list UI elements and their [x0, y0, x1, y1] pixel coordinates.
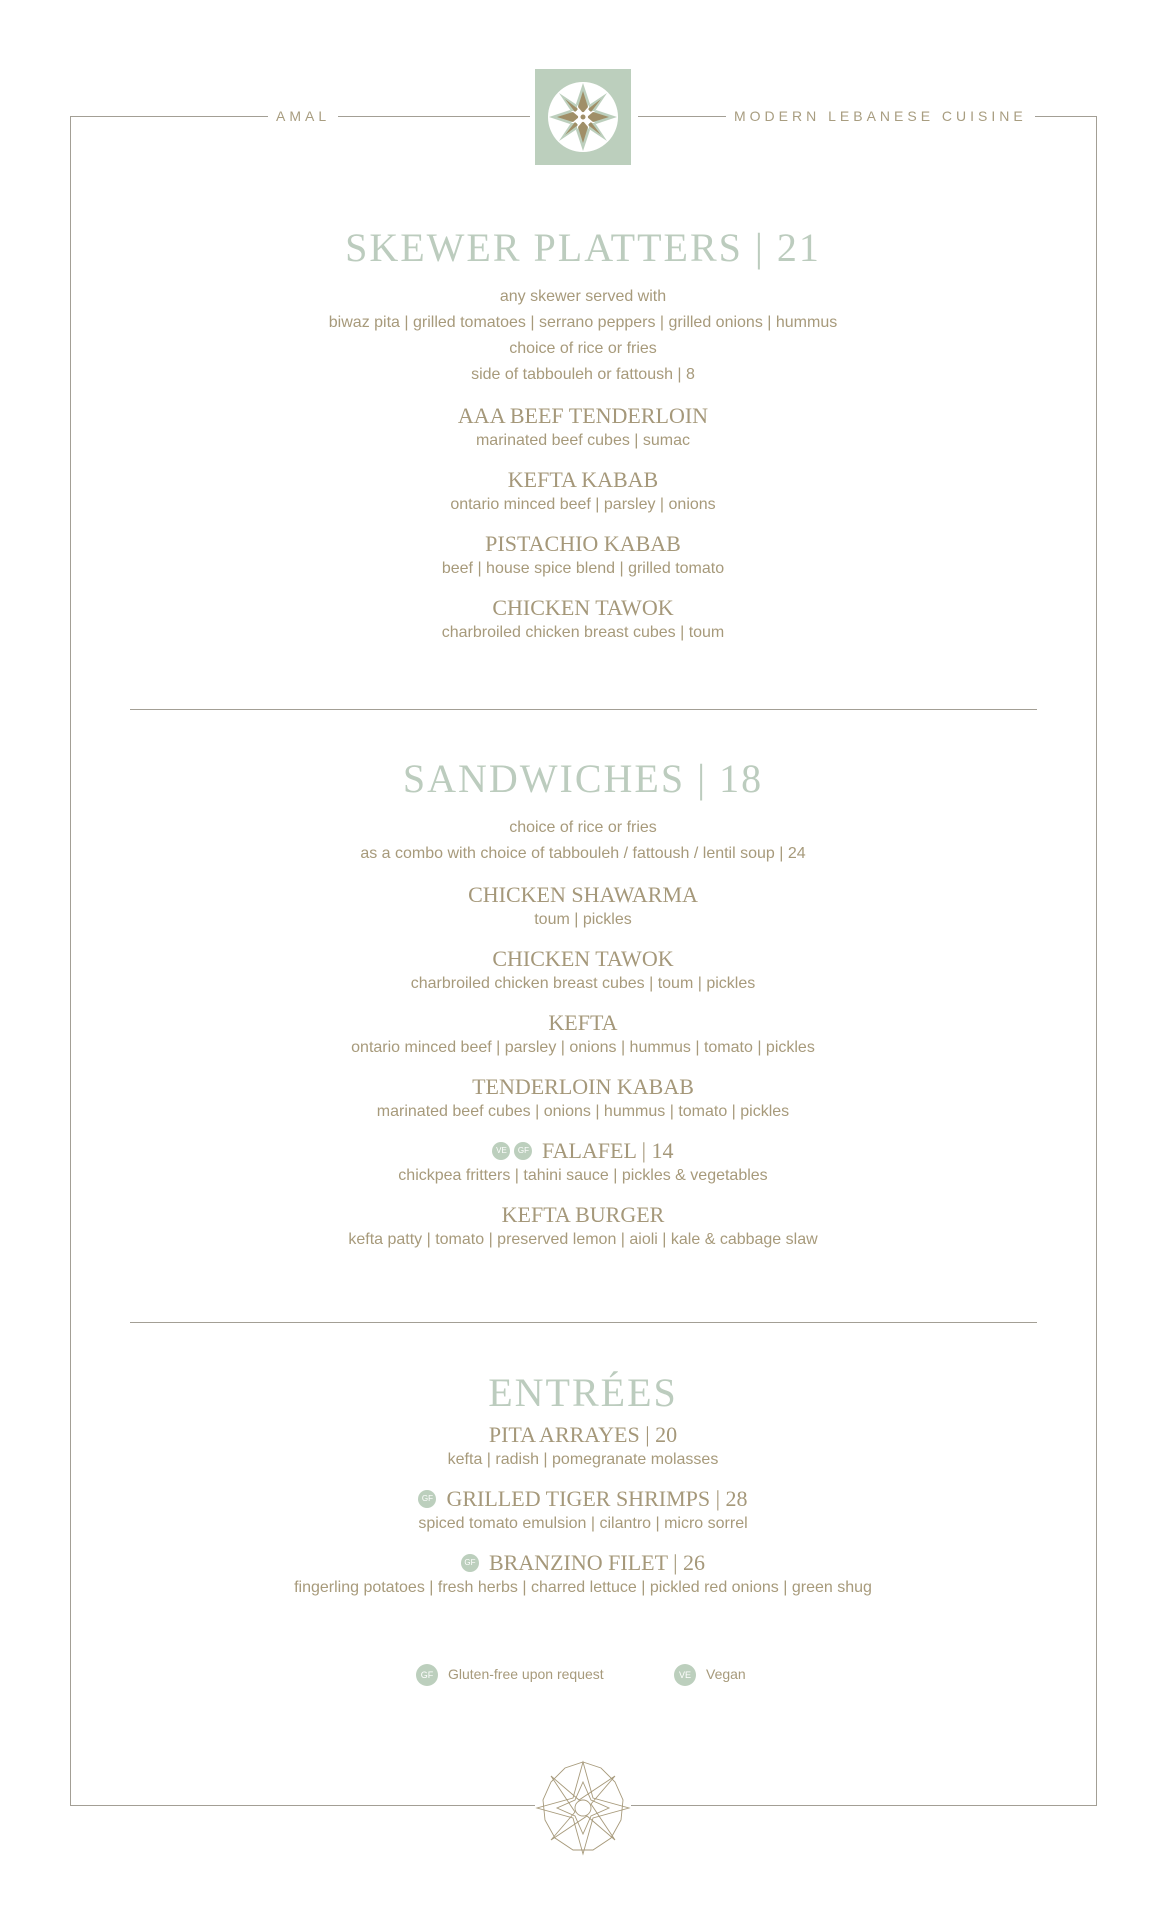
sandwiches-section [0, 755, 1166, 1251]
item-name-with-badges [0, 1549, 1166, 1577]
vegan-badge-icon: VE [492, 1142, 510, 1160]
section-divider [130, 1322, 1037, 1323]
item-name-with-badges [0, 1137, 1166, 1165]
info-line: as a combo with choice of tabbouleh / fattoush / lentil soup | 24 [360, 845, 806, 862]
rosette-logo-icon [535, 69, 631, 165]
item-name: PISTACHIO KABAB [485, 531, 681, 556]
vegan-badge-icon: VE [674, 1664, 696, 1686]
frame-top-left [70, 116, 270, 117]
menu-item [0, 402, 1166, 452]
item-name-with-badges [0, 1485, 1166, 1513]
item-description: fingerling potatoes | fresh herbs | charred lettuce | pickled red onions | green shug [294, 1579, 872, 1596]
item-name: CHICKEN TAWOK [492, 946, 674, 971]
item-description: ontario minced beef | parsley | onions | hummus | tomato | pickles [351, 1039, 815, 1056]
item-name: FALAFEL | 14 [541, 1138, 674, 1163]
item-description: ontario minced beef | parsley | onions [450, 496, 716, 513]
menu-item [0, 1421, 1166, 1471]
menu-item [0, 1009, 1166, 1059]
info-line: choice of rice or fries [509, 819, 657, 836]
menu-item [0, 1485, 1166, 1535]
legend-vegan [674, 1664, 746, 1686]
item-description: charbroiled chicken breast cubes | toum | pickles [410, 975, 756, 992]
entrees-section [0, 1369, 1166, 1599]
menu-item [0, 1137, 1166, 1187]
item-description: beef | house spice blend | grilled tomato [441, 560, 725, 577]
item-name: TENDERLOIN KABAB [472, 1074, 694, 1099]
item-description: kefta patty | tomato | preserved lemon | aioli | kale & cabbage slaw [348, 1231, 818, 1248]
menu-item [0, 945, 1166, 995]
item-name: KEFTA BURGER [501, 1202, 665, 1227]
menu-item [0, 594, 1166, 644]
section-title: ENTRÉES [488, 1370, 678, 1415]
section-title: SKEWER PLATTERS | 21 [345, 225, 821, 270]
item-name: GRILLED TIGER SHRIMPS | 28 [446, 1486, 748, 1511]
item-name: AAA BEEF TENDERLOIN [457, 403, 709, 428]
item-name: KEFTA [548, 1010, 618, 1035]
item-description: kefta | radish | pomegranate molasses [447, 1451, 719, 1468]
info-line: choice of rice or fries [509, 340, 657, 357]
legend-label: Vegan [706, 1666, 746, 1682]
item-description: marinated beef cubes | sumac [475, 432, 691, 449]
item-description: charbroiled chicken breast cubes | toum [441, 624, 725, 641]
section-divider [130, 709, 1037, 710]
info-line: biwaz pita | grilled tomatoes | serrano peppers | grilled onions | hummus [328, 314, 838, 331]
gluten-free-badge-icon: GF [514, 1142, 532, 1160]
item-name: CHICKEN TAWOK [492, 595, 674, 620]
menu-item [0, 1073, 1166, 1123]
item-description: marinated beef cubes | onions | hummus | tomato | pickles [376, 1103, 790, 1120]
item-name: BRANZINO FILET | 26 [488, 1550, 706, 1575]
item-description: spiced tomato emulsion | cilantro | micro sorrel [418, 1515, 748, 1532]
frame-top-mid-right [638, 116, 738, 117]
item-name: CHICKEN SHAWARMA [468, 882, 698, 907]
item-description: chickpea fritters | tahini sauce | pickles & vegetables [398, 1167, 768, 1184]
skewer-platters-section [0, 224, 1166, 644]
menu-item [0, 466, 1166, 516]
item-name: KEFTA KABAB [507, 467, 659, 492]
gluten-free-badge-icon: GF [416, 1664, 438, 1686]
frame-top-mid-left [330, 116, 530, 117]
gluten-free-badge-icon: GF [418, 1490, 436, 1508]
restaurant-name: AMAL [268, 106, 338, 126]
star-polygon-icon [535, 1760, 631, 1856]
menu-item [0, 881, 1166, 931]
item-description: toum | pickles [534, 911, 632, 928]
menu-item [0, 1549, 1166, 1599]
info-line: any skewer served with [499, 288, 667, 305]
restaurant-tagline: MODERN LEBANESE CUISINE [726, 106, 1035, 126]
item-name: PITA ARRAYES | 20 [488, 1422, 678, 1447]
info-line: side of tabbouleh or fattoush | 8 [471, 366, 695, 383]
menu-item [0, 530, 1166, 580]
gluten-free-badge-icon: GF [461, 1554, 479, 1572]
menu-item [0, 1201, 1166, 1251]
legend-label: Gluten-free upon request [448, 1666, 604, 1682]
section-title: SANDWICHES | 18 [402, 756, 764, 801]
legend-gluten-free [416, 1664, 604, 1686]
